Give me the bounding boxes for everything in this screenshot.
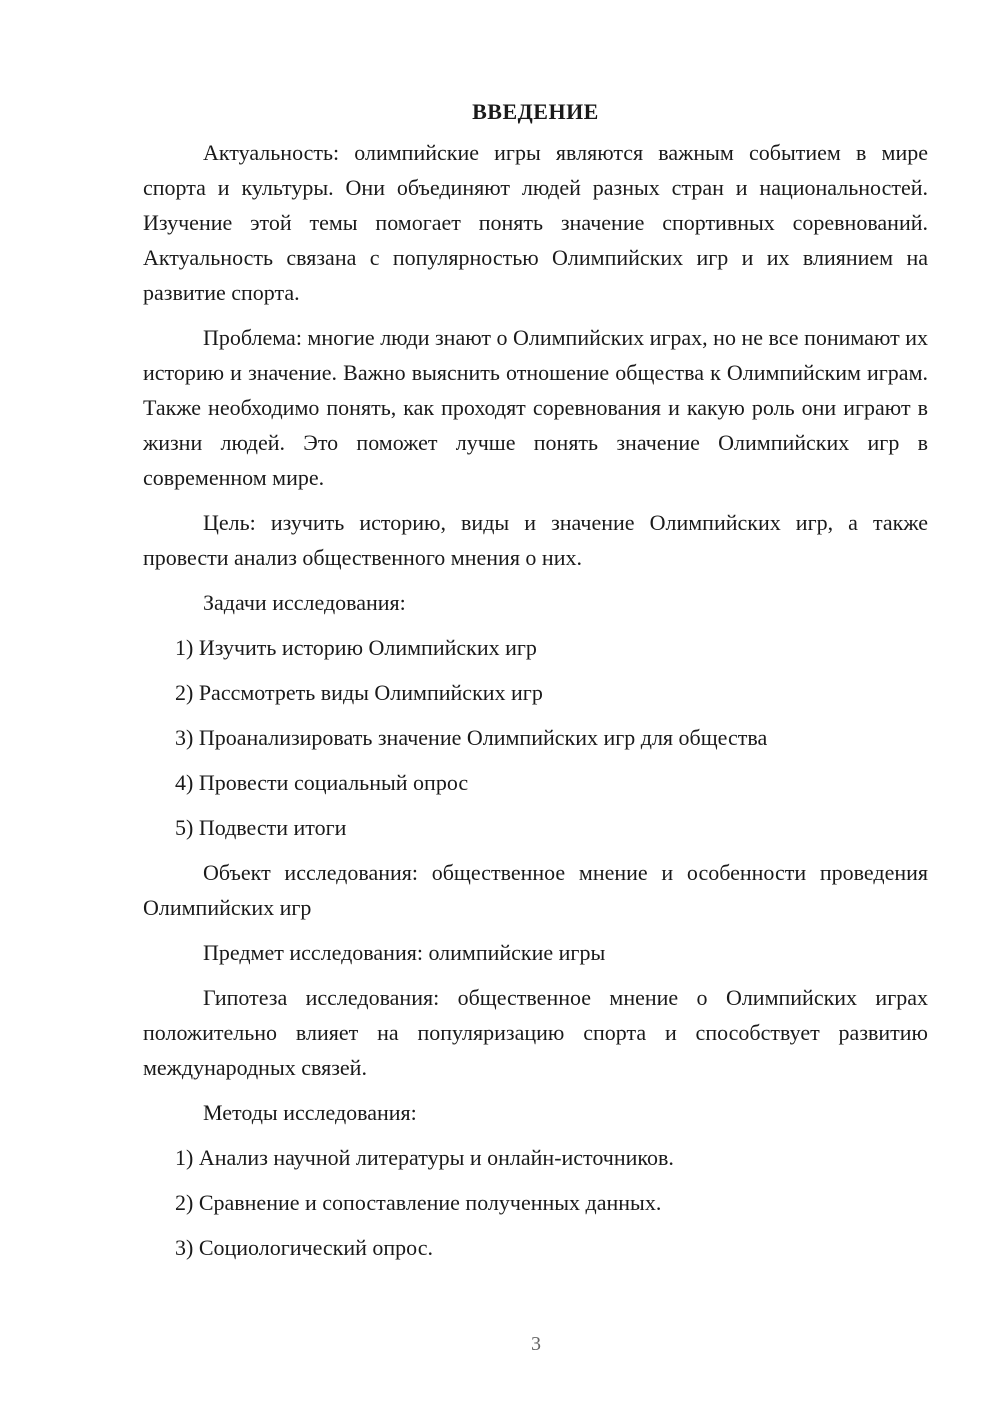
- paragraph-object: Объект исследования: общественное мнение и особенности проведения Олимпийских игр: [143, 860, 928, 920]
- page-number: 3: [531, 1333, 541, 1355]
- methods-list: [143, 1140, 928, 1265]
- methods-heading: Методы исследования:: [203, 1100, 417, 1125]
- paragraph-goal: Цель: изучить историю, виды и значение Олимпийских игр, а также провести анализ общественного мнения о них.: [143, 510, 928, 570]
- tasks-heading: Задачи исследования:: [203, 590, 406, 615]
- section-title: ВВЕДЕНИЕ: [472, 99, 599, 124]
- paragraph-subject: Предмет исследования: олимпийские игры: [203, 940, 606, 965]
- task-item: 1) Изучить историю Олимпийских игр: [175, 635, 537, 660]
- task-item: 5) Подвести итоги: [175, 815, 347, 840]
- task-item: 2) Рассмотреть виды Олимпийских игр: [175, 680, 543, 705]
- method-item: 2) Сравнение и сопоставление полученных данных.: [175, 1190, 662, 1215]
- method-item: 3) Социологический опрос.: [175, 1235, 433, 1260]
- page-content: [143, 94, 928, 1275]
- paragraph-problem: Проблема: многие люди знают о Олимпийских играх, но не все понимают их историю и значение. Важно выяснить отношение общества к Олимпийским играм. Также необходимо понять, как проходят соревнования и какую роль они играют в жизни людей. Это поможет лучше понять значение Олимпийских игр в современном мире.: [143, 325, 928, 490]
- paragraph-relevance: Актуальность: олимпийские игры являются важным событием в мире спорта и культуры. Они объединяют людей разных стран и национальностей. Изучение этой темы помогает понять значение спортивных соревнований. Актуальность связана с популярностью Олимпийских игр и их влиянием на развитие спорта.: [143, 140, 928, 305]
- task-item: 3) Проанализировать значение Олимпийских игр для общества: [175, 725, 768, 750]
- task-item: 4) Провести социальный опрос: [175, 770, 469, 795]
- tasks-list: [143, 630, 928, 845]
- method-item: 1) Анализ научной литературы и онлайн-источников.: [175, 1145, 674, 1170]
- paragraph-hypothesis: Гипотеза исследования: общественное мнение о Олимпийских играх положительно влияет на популяризацию спорта и способствует развитию международных связей.: [143, 985, 928, 1080]
